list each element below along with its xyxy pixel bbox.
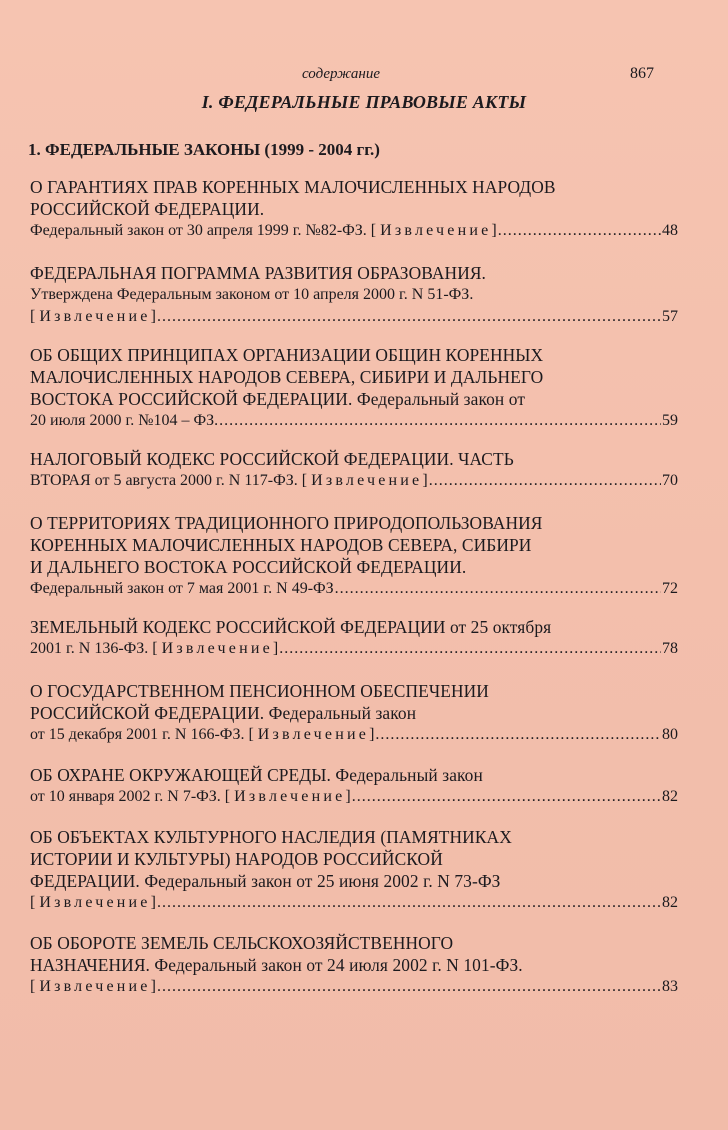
entry-line-text: НАЗНАЧЕНИЯ. Федеральный закон от 24 июля 2002 г. N 101-ФЗ. <box>30 955 523 975</box>
dot-leader <box>375 724 661 746</box>
entry-reference <box>30 470 428 492</box>
entry-page-ref: 57 <box>662 308 678 325</box>
entry-page-ref: 72 <box>662 580 678 597</box>
entry-bracket: ] <box>491 222 497 239</box>
entry-reference-text: от 15 декабря 2001 г. N 166-ФЗ. [ <box>30 726 254 743</box>
entry-extract-label: Извлечение <box>380 222 492 239</box>
entry-line: КОРЕННЫХ МАЛОЧИСЛЕННЫХ НАРОДОВ СЕВЕРА, СИБИРИ <box>30 535 532 555</box>
entry-bracket: ] <box>369 726 375 743</box>
entry-page-ref: 83 <box>662 978 678 995</box>
entry-line <box>30 616 678 638</box>
entry-line: ОБ ОБОРОТЕ ЗЕМЕЛЬ СЕЛЬСКОХОЗЯЙСТВЕННОГО <box>30 933 454 953</box>
toc-entry <box>30 826 678 914</box>
dot-leader <box>157 976 661 998</box>
toc-entry <box>30 448 678 492</box>
entry-page-ref: 48 <box>662 222 678 239</box>
entry-last-line <box>30 410 678 432</box>
entry-reference-text: [ <box>30 894 36 911</box>
dot-leader <box>498 220 661 242</box>
entry-line-text: РОССИЙСКОЙ ФЕДЕРАЦИИ. <box>30 199 265 219</box>
entry-reference <box>30 638 278 660</box>
entry-reference-text: [ <box>30 308 36 325</box>
dot-leader <box>279 638 661 660</box>
entry-reference <box>30 410 218 432</box>
entry-line: НАЛОГОВЫЙ КОДЕКС РОССИЙСКОЙ ФЕДЕРАЦИИ. ЧАСТЬ <box>30 449 514 469</box>
entry-page-ref: 82 <box>662 788 678 805</box>
dot-leader <box>352 786 661 808</box>
entry-line <box>30 954 678 976</box>
entry-page-ref: 78 <box>662 640 678 657</box>
entry-line <box>30 870 678 892</box>
entry-last-line <box>30 976 678 998</box>
entry-page-ref: 80 <box>662 726 678 743</box>
entry-extract-label: Извлечение <box>39 308 151 325</box>
entry-line <box>30 388 678 410</box>
entry-last-line <box>30 306 678 328</box>
entry-reference-text: 2001 г. N 136-ФЗ. [ <box>30 640 158 657</box>
entry-line: И ДАЛЬНЕГО ВОСТОКА РОССИЙСКОЙ ФЕДЕРАЦИИ. <box>30 557 467 577</box>
running-title: содержание <box>302 66 380 82</box>
entry-reference <box>30 220 497 242</box>
entry-last-line <box>30 220 678 242</box>
entry-last-line <box>30 578 678 600</box>
entry-page-ref: 82 <box>662 894 678 911</box>
entry-line: Утверждена Федеральным законом от 10 апреля 2000 г. N 51-ФЗ. <box>30 286 474 303</box>
entry-reference-text: ВТОРАЯ от 5 августа 2000 г. N 117-ФЗ. [ <box>30 472 308 489</box>
entry-extract-label: Извлечение <box>234 788 346 805</box>
dot-leader <box>429 470 661 492</box>
entry-last-line <box>30 892 678 914</box>
dot-leader <box>335 578 661 600</box>
dot-leader <box>157 892 661 914</box>
entry-bracket: ] <box>345 788 351 805</box>
entry-reference <box>30 976 156 998</box>
entry-reference-text: Федеральный закон от 30 апреля 1999 г. №82-ФЗ. [ <box>30 222 377 239</box>
entry-bracket: ] <box>422 472 428 489</box>
toc-entry <box>30 680 678 746</box>
entry-line: О ГАРАНТИЯХ ПРАВ КОРЕННЫХ МАЛОЧИСЛЕННЫХ НАРОДОВ <box>30 177 556 197</box>
toc-entry <box>30 344 678 432</box>
entry-extract-label: Извлечение <box>257 726 370 743</box>
entry-line: ОБ ОБЩИХ ПРИНЦИПАХ ОРГАНИЗАЦИИ ОБЩИН КОРЕННЫХ <box>30 345 544 365</box>
entry-reference-text: 20 июля 2000 г. №104 – ФЗ. <box>30 412 219 429</box>
entry-last-line <box>30 638 678 660</box>
entry-line <box>30 262 678 284</box>
entry-line <box>30 702 678 724</box>
entry-bracket: ] <box>272 640 279 657</box>
entry-reference <box>30 724 374 746</box>
entry-line: МАЛОЧИСЛЕННЫХ НАРОДОВ СЕВЕРА, СИБИРИ И ДАЛЬНЕГО <box>30 367 544 387</box>
toc-entry <box>30 616 678 660</box>
entry-bracket: ] <box>150 978 156 995</box>
entry-last-line <box>30 786 678 808</box>
entry-extract-label: Извлечение <box>39 978 151 995</box>
entry-extract-label: Извлечение <box>39 894 151 911</box>
entry-page-ref: 70 <box>662 472 678 489</box>
entry-line <box>30 764 678 786</box>
entry-line-text: ФЕДЕРАЦИИ. Федеральный закон от 25 июня 2002 г. N 73-ФЗ <box>30 871 501 891</box>
toc-entry <box>30 764 678 808</box>
part-title: I. ФЕДЕРАЛЬНЫЕ ПРАВОВЫЕ АКТЫ <box>201 92 527 112</box>
entry-reference-text: [ <box>30 978 36 995</box>
entry-line: ОБ ОБЪЕКТАХ КУЛЬТУРНОГО НАСЛЕДИЯ (ПАМЯТНИКАХ <box>30 827 512 847</box>
toc-entry <box>30 262 678 328</box>
entry-line-text: РОССИЙСКОЙ ФЕДЕРАЦИИ. Федеральный закон <box>30 703 417 723</box>
entry-extract-label: Извлечение <box>311 472 423 489</box>
dot-leader <box>219 410 661 432</box>
section-title: 1. ФЕДЕРАЛЬНЫЕ ЗАКОНЫ (1999 - 2004 гг.) <box>28 140 380 159</box>
entry-reference <box>30 786 351 808</box>
entry-line: О ГОСУДАРСТВЕННОМ ПЕНСИОННОМ ОБЕСПЕЧЕНИИ <box>30 681 489 701</box>
toc-entry <box>30 176 678 242</box>
toc-entry <box>30 932 678 998</box>
entry-line-text: ВОСТОКА РОССИЙСКОЙ ФЕДЕРАЦИИ. Федеральный закон от <box>30 389 526 409</box>
entry-line <box>30 198 678 220</box>
entry-reference <box>30 892 156 914</box>
entry-line-text: ФЕДЕРАЛЬНАЯ ПОГРАММА РАЗВИТИЯ ОБРАЗОВАНИЯ. <box>30 263 486 283</box>
entry-bracket: ] <box>150 894 156 911</box>
running-head <box>0 66 728 86</box>
entry-line-text: ОБ ОХРАНЕ ОКРУЖАЮЩЕЙ СРЕДЫ. Федеральный закон <box>30 765 483 785</box>
toc-entry <box>30 512 678 600</box>
entry-line-text: ЗЕМЕЛЬНЫЙ КОДЕКС РОССИЙСКОЙ ФЕДЕРАЦИИ от 25 октября <box>30 617 552 637</box>
entry-last-line <box>30 724 678 746</box>
entry-last-line <box>30 470 678 492</box>
dot-leader <box>157 306 661 328</box>
entry-reference <box>30 578 334 600</box>
entry-reference-text: Федеральный закон от 7 мая 2001 г. N 49-ФЗ <box>30 580 334 597</box>
entry-page-ref: 59 <box>662 412 678 429</box>
entry-reference <box>30 306 156 328</box>
entry-line: ИСТОРИИ И КУЛЬТУРЫ) НАРОДОВ РОССИЙСКОЙ <box>30 849 443 869</box>
entry-reference-text: от 10 января 2002 г. N 7-ФЗ. [ <box>30 788 231 805</box>
entry-line: О ТЕРРИТОРИЯХ ТРАДИЦИОННОГО ПРИРОДОПОЛЬЗОВАНИЯ <box>30 513 543 533</box>
entry-bracket: ] <box>150 308 156 325</box>
page-number: 867 <box>630 65 654 82</box>
entry-extract-label: Извлечение <box>161 640 273 657</box>
